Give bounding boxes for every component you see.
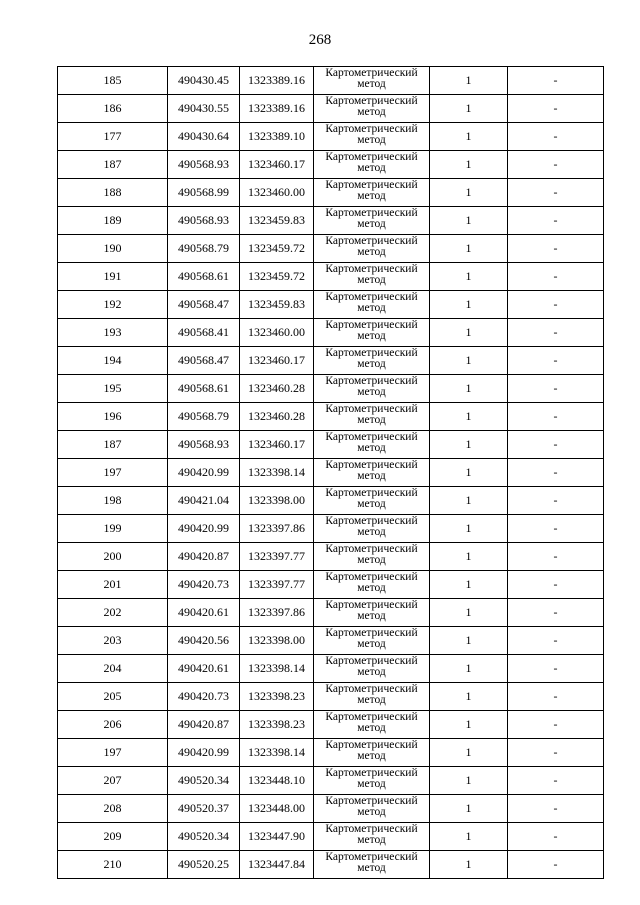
y-coordinate-cell: 1323398.23 [240,711,314,739]
method-cell: Картометрический метод [314,515,430,543]
x-coordinate-cell: 490568.79 [168,403,240,431]
description-cell: - [508,543,604,571]
y-coordinate-cell: 1323448.10 [240,767,314,795]
method-cell: Картометрический метод [314,67,430,95]
point-number-cell: 204 [58,655,168,683]
method-cell: Картометрический метод [314,823,430,851]
table-row [58,459,604,487]
x-coordinate-cell: 490568.93 [168,431,240,459]
x-coordinate-cell: 490568.61 [168,375,240,403]
accuracy-cell: 1 [430,291,508,319]
accuracy-cell: 1 [430,795,508,823]
description-cell: - [508,515,604,543]
accuracy-cell: 1 [430,487,508,515]
point-number-cell: 177 [58,123,168,151]
y-coordinate-cell: 1323398.00 [240,487,314,515]
x-coordinate-cell: 490430.64 [168,123,240,151]
description-cell: - [508,347,604,375]
description-cell: - [508,375,604,403]
table-row [58,403,604,431]
method-cell: Картометрический метод [314,627,430,655]
method-cell: Картометрический метод [314,767,430,795]
table-row [58,711,604,739]
y-coordinate-cell: 1323459.72 [240,263,314,291]
table-row [58,235,604,263]
method-cell: Картометрический метод [314,459,430,487]
method-cell: Картометрический метод [314,599,430,627]
description-cell: - [508,403,604,431]
accuracy-cell: 1 [430,95,508,123]
description-cell: - [508,627,604,655]
point-number-cell: 191 [58,263,168,291]
x-coordinate-cell: 490520.34 [168,823,240,851]
description-cell: - [508,767,604,795]
accuracy-cell: 1 [430,739,508,767]
table-row [58,123,604,151]
point-number-cell: 198 [58,487,168,515]
y-coordinate-cell: 1323460.28 [240,403,314,431]
x-coordinate-cell: 490420.73 [168,571,240,599]
x-coordinate-cell: 490430.55 [168,95,240,123]
method-cell: Картометрический метод [314,655,430,683]
point-number-cell: 190 [58,235,168,263]
y-coordinate-cell: 1323389.16 [240,67,314,95]
point-number-cell: 193 [58,319,168,347]
description-cell: - [508,207,604,235]
table-row [58,263,604,291]
method-cell: Картометрический метод [314,795,430,823]
description-cell: - [508,739,604,767]
y-coordinate-cell: 1323448.00 [240,795,314,823]
point-number-cell: 203 [58,627,168,655]
method-cell: Картометрический метод [314,151,430,179]
table-row [58,291,604,319]
description-cell: - [508,319,604,347]
accuracy-cell: 1 [430,235,508,263]
accuracy-cell: 1 [430,767,508,795]
description-cell: - [508,263,604,291]
method-cell: Картометрический метод [314,739,430,767]
y-coordinate-cell: 1323460.00 [240,179,314,207]
accuracy-cell: 1 [430,515,508,543]
method-cell: Картометрический метод [314,263,430,291]
method-cell: Картометрический метод [314,123,430,151]
y-coordinate-cell: 1323397.77 [240,543,314,571]
point-number-cell: 209 [58,823,168,851]
y-coordinate-cell: 1323398.23 [240,683,314,711]
accuracy-cell: 1 [430,823,508,851]
y-coordinate-cell: 1323460.17 [240,431,314,459]
description-cell: - [508,235,604,263]
table-row [58,151,604,179]
description-cell: - [508,179,604,207]
y-coordinate-cell: 1323459.83 [240,207,314,235]
x-coordinate-cell: 490568.61 [168,263,240,291]
x-coordinate-cell: 490420.61 [168,599,240,627]
point-number-cell: 189 [58,207,168,235]
table-row [58,683,604,711]
table-row [58,795,604,823]
y-coordinate-cell: 1323460.00 [240,319,314,347]
description-cell: - [508,683,604,711]
x-coordinate-cell: 490568.99 [168,179,240,207]
point-number-cell: 201 [58,571,168,599]
description-cell: - [508,711,604,739]
accuracy-cell: 1 [430,375,508,403]
table-row [58,67,604,95]
accuracy-cell: 1 [430,207,508,235]
accuracy-cell: 1 [430,123,508,151]
page-number: 268 [308,32,332,48]
table-row [58,207,604,235]
table-row [58,739,604,767]
description-cell: - [508,67,604,95]
point-number-cell: 187 [58,151,168,179]
method-cell: Картометрический метод [314,291,430,319]
method-cell: Картометрический метод [314,319,430,347]
table-row [58,95,604,123]
description-cell: - [508,571,604,599]
accuracy-cell: 1 [430,179,508,207]
point-number-cell: 207 [58,767,168,795]
description-cell: - [508,151,604,179]
table-row [58,375,604,403]
table-row [58,515,604,543]
table-row [58,571,604,599]
y-coordinate-cell: 1323397.86 [240,515,314,543]
method-cell: Картометрический метод [314,571,430,599]
point-number-cell: 188 [58,179,168,207]
point-number-cell: 197 [58,459,168,487]
accuracy-cell: 1 [430,459,508,487]
accuracy-cell: 1 [430,683,508,711]
x-coordinate-cell: 490420.56 [168,627,240,655]
point-number-cell: 200 [58,543,168,571]
y-coordinate-cell: 1323398.14 [240,655,314,683]
accuracy-cell: 1 [430,431,508,459]
table-row [58,627,604,655]
table-row [58,347,604,375]
y-coordinate-cell: 1323398.00 [240,627,314,655]
point-number-cell: 210 [58,851,168,879]
table-row [58,487,604,515]
y-coordinate-cell: 1323460.17 [240,347,314,375]
table-row [58,179,604,207]
description-cell: - [508,599,604,627]
y-coordinate-cell: 1323397.86 [240,599,314,627]
point-number-cell: 199 [58,515,168,543]
method-cell: Картометрический метод [314,543,430,571]
x-coordinate-cell: 490420.99 [168,459,240,487]
method-cell: Картометрический метод [314,487,430,515]
point-number-cell: 196 [58,403,168,431]
y-coordinate-cell: 1323460.28 [240,375,314,403]
description-cell: - [508,487,604,515]
accuracy-cell: 1 [430,347,508,375]
x-coordinate-cell: 490420.87 [168,543,240,571]
table-row [58,431,604,459]
accuracy-cell: 1 [430,627,508,655]
x-coordinate-cell: 490420.87 [168,711,240,739]
point-number-cell: 194 [58,347,168,375]
accuracy-cell: 1 [430,711,508,739]
x-coordinate-cell: 490420.61 [168,655,240,683]
table-row [58,543,604,571]
method-cell: Картометрический метод [314,851,430,879]
accuracy-cell: 1 [430,151,508,179]
coordinates-table [57,66,604,879]
table-row [58,823,604,851]
accuracy-cell: 1 [430,67,508,95]
x-coordinate-cell: 490568.47 [168,347,240,375]
x-coordinate-cell: 490568.93 [168,151,240,179]
description-cell: - [508,823,604,851]
method-cell: Картометрический метод [314,95,430,123]
x-coordinate-cell: 490520.25 [168,851,240,879]
x-coordinate-cell: 490430.45 [168,67,240,95]
table-row [58,655,604,683]
accuracy-cell: 1 [430,851,508,879]
table-row [58,851,604,879]
y-coordinate-cell: 1323459.83 [240,291,314,319]
point-number-cell: 208 [58,795,168,823]
description-cell: - [508,795,604,823]
point-number-cell: 186 [58,95,168,123]
coordinates-table-body [58,67,604,879]
accuracy-cell: 1 [430,403,508,431]
x-coordinate-cell: 490520.34 [168,767,240,795]
method-cell: Картометрический метод [314,375,430,403]
x-coordinate-cell: 490421.04 [168,487,240,515]
description-cell: - [508,459,604,487]
method-cell: Картометрический метод [314,403,430,431]
accuracy-cell: 1 [430,543,508,571]
description-cell: - [508,95,604,123]
y-coordinate-cell: 1323398.14 [240,739,314,767]
method-cell: Картометрический метод [314,235,430,263]
table-row [58,319,604,347]
point-number-cell: 187 [58,431,168,459]
y-coordinate-cell: 1323447.84 [240,851,314,879]
x-coordinate-cell: 490568.47 [168,291,240,319]
method-cell: Картометрический метод [314,179,430,207]
point-number-cell: 205 [58,683,168,711]
y-coordinate-cell: 1323398.14 [240,459,314,487]
y-coordinate-cell: 1323447.90 [240,823,314,851]
accuracy-cell: 1 [430,571,508,599]
accuracy-cell: 1 [430,319,508,347]
x-coordinate-cell: 490420.73 [168,683,240,711]
y-coordinate-cell: 1323459.72 [240,235,314,263]
description-cell: - [508,291,604,319]
description-cell: - [508,851,604,879]
method-cell: Картометрический метод [314,431,430,459]
description-cell: - [508,123,604,151]
point-number-cell: 202 [58,599,168,627]
x-coordinate-cell: 490420.99 [168,739,240,767]
accuracy-cell: 1 [430,263,508,291]
point-number-cell: 192 [58,291,168,319]
method-cell: Картометрический метод [314,711,430,739]
accuracy-cell: 1 [430,655,508,683]
point-number-cell: 185 [58,67,168,95]
method-cell: Картометрический метод [314,207,430,235]
x-coordinate-cell: 490568.41 [168,319,240,347]
y-coordinate-cell: 1323389.10 [240,123,314,151]
table-row [58,599,604,627]
description-cell: - [508,431,604,459]
method-cell: Картометрический метод [314,347,430,375]
y-coordinate-cell: 1323389.16 [240,95,314,123]
y-coordinate-cell: 1323397.77 [240,571,314,599]
x-coordinate-cell: 490568.79 [168,235,240,263]
method-cell: Картометрический метод [314,683,430,711]
table-row [58,767,604,795]
x-coordinate-cell: 490420.99 [168,515,240,543]
y-coordinate-cell: 1323460.17 [240,151,314,179]
description-cell: - [508,655,604,683]
accuracy-cell: 1 [430,599,508,627]
point-number-cell: 197 [58,739,168,767]
point-number-cell: 195 [58,375,168,403]
x-coordinate-cell: 490568.93 [168,207,240,235]
point-number-cell: 206 [58,711,168,739]
x-coordinate-cell: 490520.37 [168,795,240,823]
